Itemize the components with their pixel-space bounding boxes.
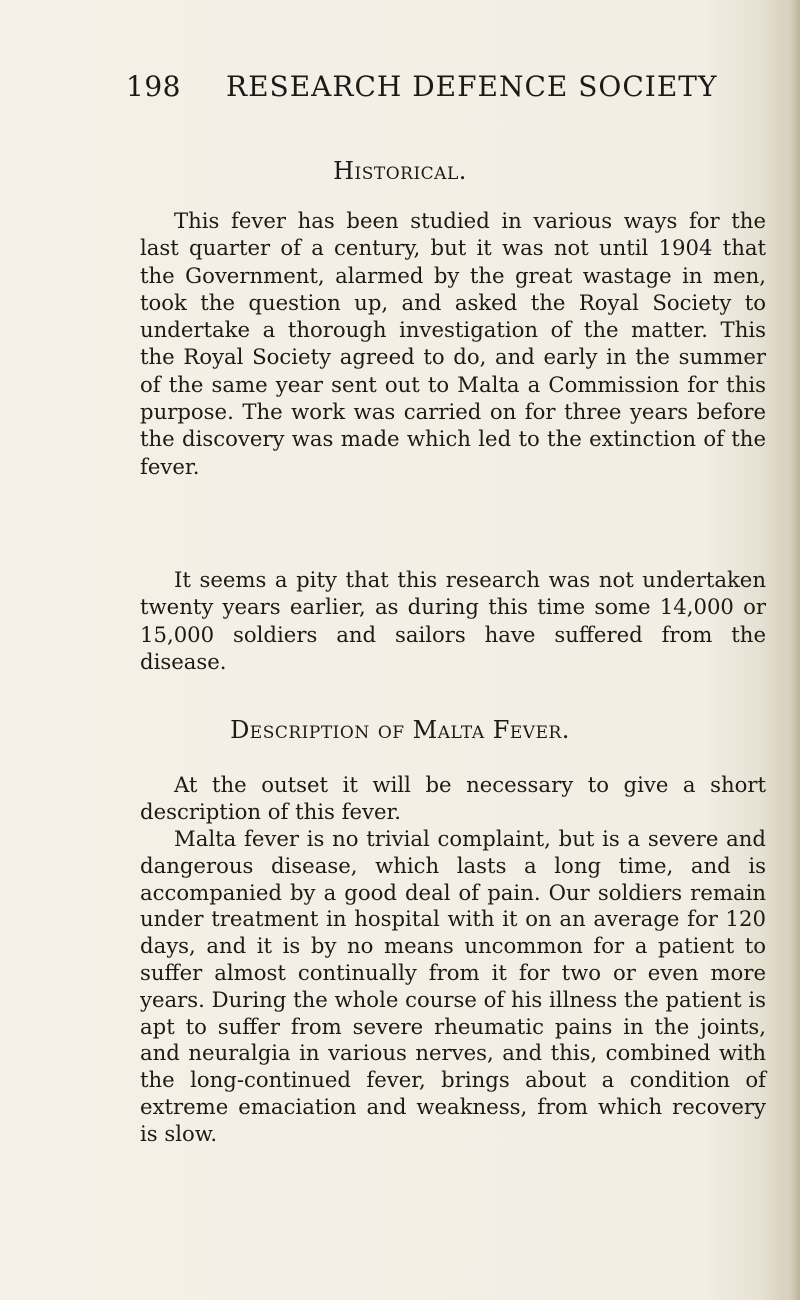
section-heading-historical: Historical.	[333, 157, 467, 185]
section-heading-description: Description of Malta Fever.	[230, 716, 570, 744]
running-title: RESEARCH DEFENCE SOCIETY	[226, 70, 718, 103]
paragraph: At the outset it will be necessary to give a short description of this fever.	[140, 772, 766, 824]
page-edge	[782, 0, 800, 1300]
running-head	[126, 70, 766, 112]
paragraph: Malta fever is no trivial complaint, but is a severe and dangerous disease, which lasts a long time, and is accompanied by a good deal of pain. Our soldiers remain under treatment in hospital with it on an average for 120 days, and it is by no means uncommon for a patient to suffer almost continually from it for two or even more years. During the whole course of his illness the patient is apt to suffer from severe rheumatic pains in the joints, and neuralgia in various nerves, and this, combined with the long-continued fever, brings about a condition of extreme emaciation and weakness, from which recovery is slow.	[140, 826, 767, 1146]
paragraph: This fever has been studied in various ways for the last quarter of a century, but it was not until 1904 that the Government, alarmed by the great wastage in men, took the question up, and asked the Royal Society to undertake a thorough investigation of the matter. This the Royal Society agreed to do, and early in the summer of the same year sent out to Malta a Commission for this purpose. The work was carried on for three years before the discovery was made which led to the extinction of the fever.	[140, 208, 766, 479]
paragraph: It seems a pity that this research was not undertaken twenty years earlier, as during this time some 14,000 or 15,000 soldiers and sailors have suffered from the disease.	[140, 567, 766, 674]
page-number: 198	[126, 70, 181, 103]
